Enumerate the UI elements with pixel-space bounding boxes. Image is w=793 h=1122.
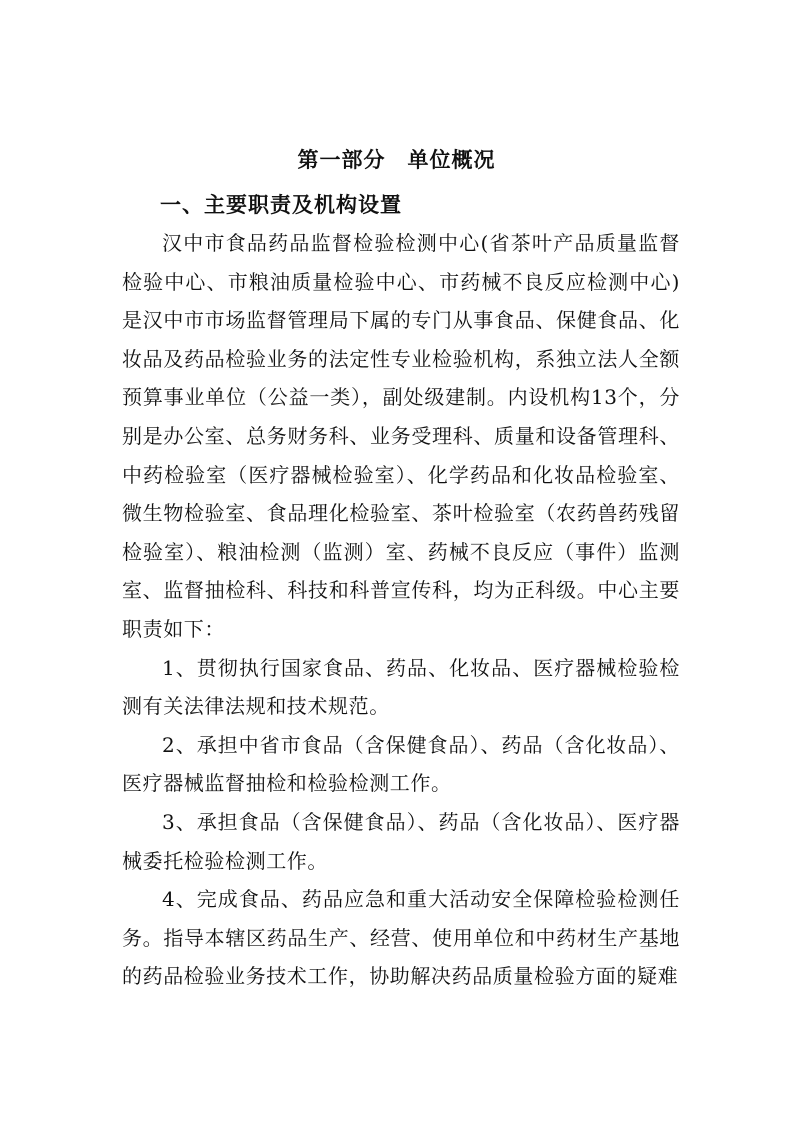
part-title-suffix: 单位概况	[407, 148, 496, 172]
paragraph-duty-2: 2、承担中省市食品（含保健食品）、药品（含化妆品）、医疗器械监督抽检和检验检测工作。	[122, 732, 680, 796]
paragraph-intro: 汉中市食品药品监督检验检测中心(省茶叶产品质量监督检验中心、市粮油质量检验中心、市药械不良反应检测中心)是汉中市市场监督管理局下属的专门从事食品、保健食品、化妆品及药品检验业务的法定性专业检验机构，系独立法人全额预算事业单位（公益一类），副处级建制。内设机构13个，分别是办公室、总务财务科、业务受理科、质量和设备管理科、中药检验室（医疗器械检验室）、化学药品和化妆品检验室、微生物检验室、食品理化检验室、茶叶检验室（农药兽药残留检验室）、粮油检测（监测）室、药械不良反应（事件）监测室、监督抽检科、科技和科普宣传科，均为正科级。中心主要职责如下：	[122, 231, 680, 641]
paragraph-duty-1: 1、贯彻执行国家食品、药品、化妆品、医疗器械检验检测有关法律法规和技术规范。	[122, 655, 680, 719]
part-title	[0, 146, 793, 174]
body-text	[122, 224, 680, 996]
paragraph-duty-3: 3、承担食品（含保健食品）、药品（含化妆品）、医疗器械委托检验检测工作。	[122, 809, 680, 873]
section-heading: 一、主要职责及机构设置	[160, 193, 402, 217]
part-title-prefix: 第一部分	[297, 148, 386, 172]
paragraph-duty-4: 4、完成食品、药品应急和重大活动安全保障检验检测任务。指导本辖区药品生产、经营、使用单位和中药材生产基地的药品检验业务技术工作，协助解决药品质量检验方面的疑难	[122, 887, 680, 989]
